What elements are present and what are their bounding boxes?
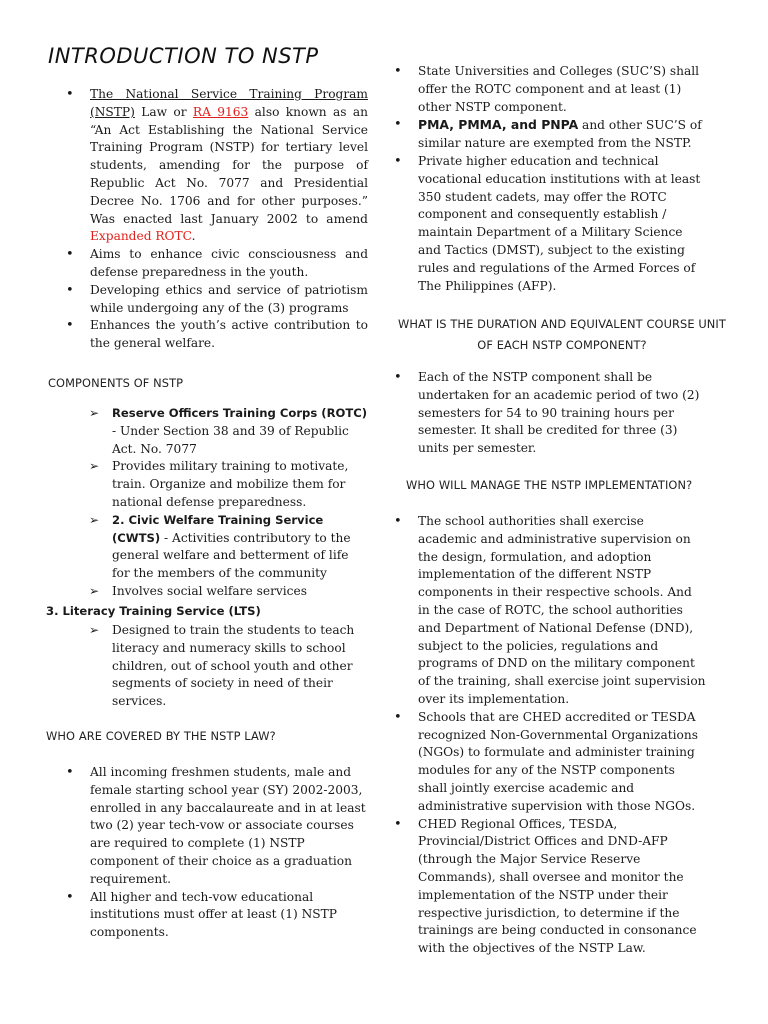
component-lts: 3. Literacy Training Service (LTS) xyxy=(46,604,261,618)
page-title: INTRODUCTION TO NSTP xyxy=(48,44,319,68)
duration-list xyxy=(366,369,706,458)
components-heading: COMPONENTS OF NSTP xyxy=(48,376,184,390)
ra-9163-link[interactable]: RA 9163 xyxy=(192,104,249,119)
covered-list xyxy=(38,764,368,942)
component-cwts-desc: ➢ Involves social welfare services xyxy=(38,583,368,601)
right-item-private: • Private higher education and technical vocational education institutions with at least 350 student cadets, may offer the ROTC component and consequently establish / maintain Department of a Military Science and Tactics (DMST), subject to the existing rules and regulations of the Armed Forces of The Philippines (AFP). xyxy=(366,153,706,295)
covered-item-institutions: • All higher and tech-vow educational institutions must offer at least (1) NSTP components. xyxy=(38,889,368,942)
components-list xyxy=(38,405,368,601)
intro-item-welfare: • Enhances the youth’s active contribution to the general welfare. xyxy=(38,317,368,353)
lts-label: Literacy Training Service (LTS) xyxy=(62,604,261,618)
duration-item: • Each of the NSTP component shall be undertaken for an academic period of two (2) semesters for 54 to 90 training hours per semester. It shall be credited for three (3) units per semester. xyxy=(366,369,706,458)
manage-list xyxy=(366,513,706,958)
component-rotc-desc: ➢ Provides military training to motivate, train. Organize and mobilize them for national defense preparedness. xyxy=(38,458,368,511)
manage-item-ched: • Schools that are CHED accredited or TESDA recognized Non-Governmental Organizations (NGOs) to formulate and administer training modules for any of the NSTP components shall jointly exercise academic and administrative supervision with those NGOs. xyxy=(366,709,706,816)
nstp-law-link[interactable]: The National Service Training Program (NSTP) xyxy=(90,87,368,119)
intro-item-law: • The National Service Training Program (NSTP) Law or RA 9163 also known as an “An Act Establishing the National Service Training Program (NSTP) for tertiary level students, amending for the purpose of Republic Act No. 7077 and Presidential Decree No. 1706 and for other purposes.” Was enacted last January 2002 to amend Expanded ROTC. xyxy=(38,86,368,246)
intro-list xyxy=(38,86,368,353)
right-item-sucs: • State Universities and Colleges (SUC’S) shall offer the ROTC component and at least (1) other NSTP component. xyxy=(366,63,706,116)
pma-pmma-pnpa: PMA, PMMA, and PNPA xyxy=(418,117,579,133)
manage-item-regional: • CHED Regional Offices, TESDA, Provincial/District Offices and DND-AFP (through the Major Service Reserve Commands), shall oversee and monitor the implementation of the NSTP under their respective jurisdiction, to determine if the trainings are being conducted in consonance with the objectives of the NSTP Law. xyxy=(366,816,706,958)
intro-item-aims: • Aims to enhance civic consciousness and defense preparedness in the youth. xyxy=(38,246,368,282)
intro-item-ethics: • Developing ethics and service of patriotism while undergoing any of the (3) programs xyxy=(38,282,368,318)
component-rotc: ➢ Reserve Officers Training Corps (ROTC) - Under Section 38 and 39 of Republic Act. No. 7077 xyxy=(38,405,368,458)
duration-heading: WHAT IS THE DURATION AND EQUIVALENT COURSE UNIT OF EACH NSTP COMPONENT? xyxy=(398,317,726,352)
cwts-label: Civic Welfare Training Service (CWTS) xyxy=(112,512,324,545)
component-lts-desc: ➢ Designed to train the students to teach literacy and numeracy skills to school children, out of school youth and other segments of society in need of their services. xyxy=(38,622,368,711)
covered-heading: WHO ARE COVERED BY THE NSTP LAW? xyxy=(46,729,276,743)
institutions-list xyxy=(366,63,706,295)
manage-item-schools: • The school authorities shall exercise academic and administrative supervision on the design, formulation, and adoption implementation of the different NSTP components in their respective schools. And in the case of ROTC, the school authorities and Department of National Defense (DND), subject to the policies, regulations and programs of DND on the military component of the training, shall exercise joint supervision over its implementation. xyxy=(366,513,706,709)
component-cwts: ➢ 2. Civic Welfare Training Service (CWTS) - Activities contributory to the general welfare and betterment of life for the members of the community xyxy=(38,512,368,583)
covered-item-freshmen: • All incoming freshmen students, male and female starting school year (SY) 2002-2003, enrolled in any baccalaureate and in at least two (2) year tech-vow or associate courses are required to complete (1) NSTP component of their choice as a graduation requirement. xyxy=(38,764,368,889)
right-item-pma: • PMA, PMMA, and PNPA and other SUC’S of similar nature are exempted from the NSTP. xyxy=(366,116,706,153)
rotc-label: Reserve Officers Training Corps (ROTC) xyxy=(112,406,368,420)
lts-list xyxy=(38,622,368,711)
expanded-rotc-link[interactable]: Expanded ROTC xyxy=(90,229,192,244)
manage-heading: WHO WILL MANAGE THE NSTP IMPLEMENTATION? xyxy=(406,478,693,492)
